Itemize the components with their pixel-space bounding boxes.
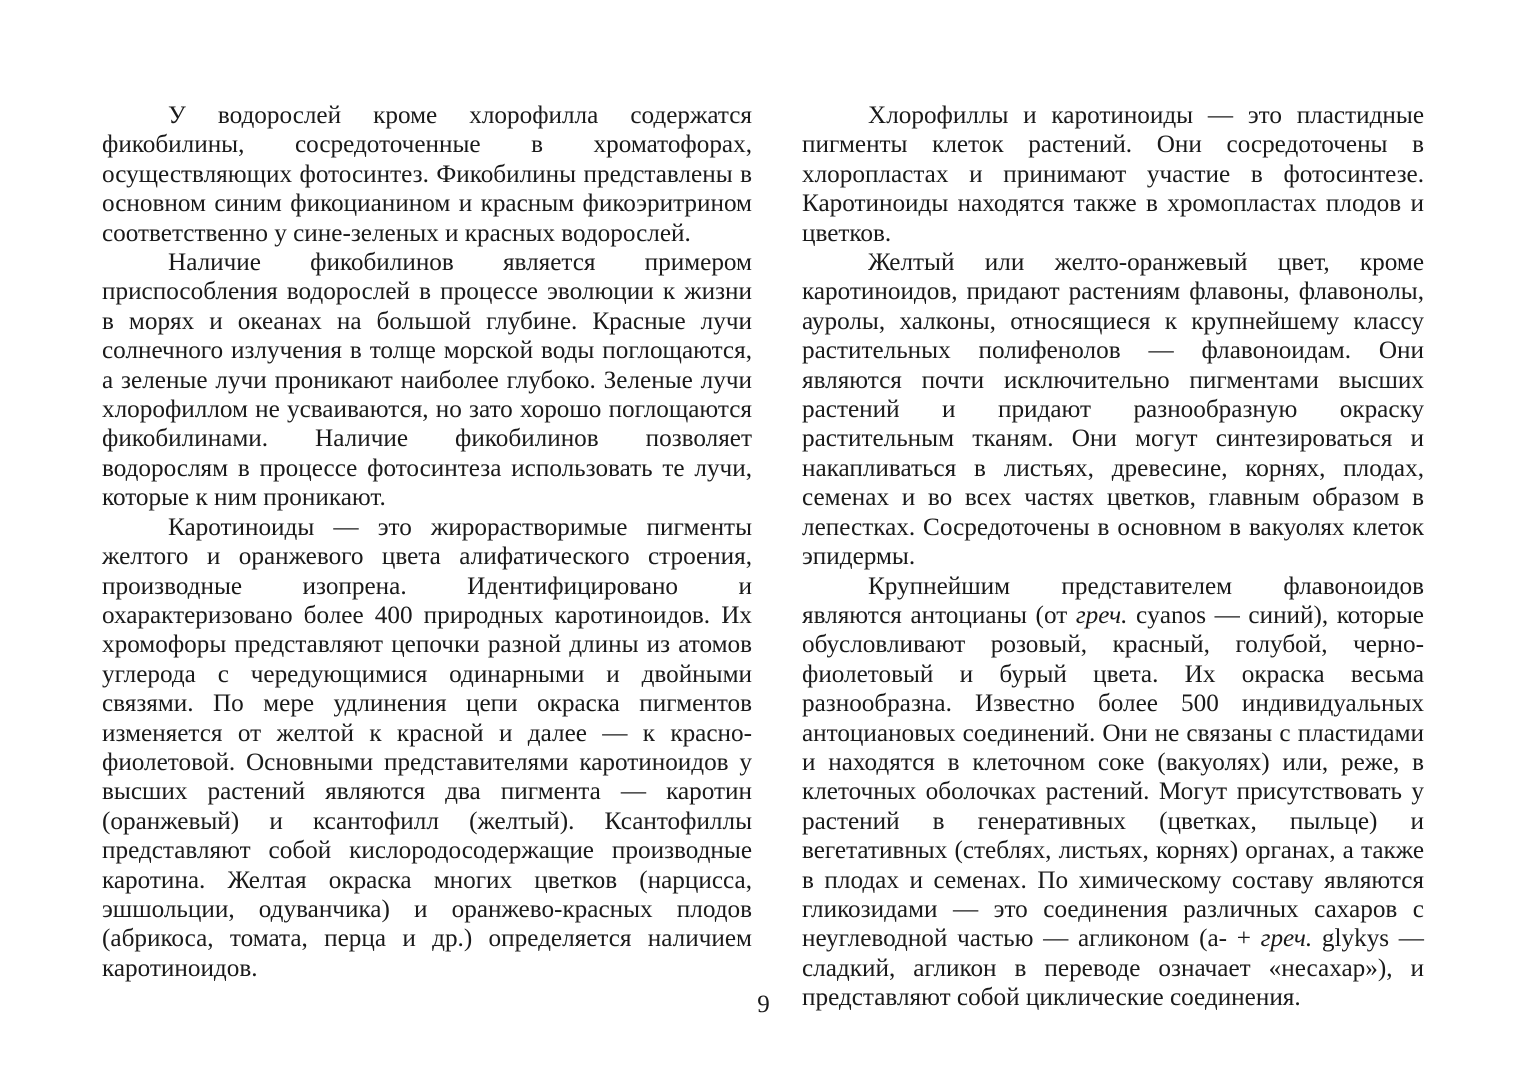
right-paragraph-3: [802, 572, 1424, 1013]
right-column: [802, 101, 1424, 1013]
right-paragraph-2: Желтый или желто-оранжевый цвет, кроме каротиноидов, придают растениям флавоны, флавонолы, ауролы, халконы, относящиеся к крупнейшему классу растительных полифенолов — флавоноидам. Они являются почти исключительно пигментами высших растений и придают разнообразную окраску растительным тканям. Они могут синтезироваться и накапливаться в листьях, древесине, корнях, плодах, семенах и во всех частях цветков, главным образом в лепестках. Сосредоточены в основном в вакуолях клеток эпидермы.: [802, 249, 1424, 571]
right-paragraph-1: Хлорофиллы и каротиноиды — это пластидные пигменты клеток растений. Они сосредоточены в хлоропластах и принимают участие в фотосинтезе. Каротиноиды находятся также в хромопластах плодов и цветков.: [802, 102, 1424, 247]
left-paragraph-3: Каротиноиды — это жирорастворимые пигменты желтого и оранжевого цвета алифатического строения, производные изопрена. Идентифицировано и охарактеризовано более 400 природных каротиноидов. Их хромофоры представляют цепочки разной длины из атомов углерода с чередующимися одинарными и двойными связями. По мере удлинения цепи окраска пигментов изменяется от желтой к красной и далее — к красно-фиолетовой. Основными представителями каротиноидов у высших растений являются два пигмента — каротин (оранжевый) и ксантофилл (желтый). Ксантофиллы представляют собой кислородосодержащие производные каротина. Желтая окраска многих цветков (нарцисса, эшшольции, одуванчика) и оранжево-красных плодов (абрикоса, томата, перца и др.) определяется наличием каротиноидов.: [102, 513, 752, 982]
italic-abbreviation: греч.: [1260, 925, 1313, 953]
left-column: [102, 101, 752, 983]
paragraph-text: glykys — сладкий, агликон в переводе означает «несахар»), и представляют собой циклические соединения.: [802, 925, 1424, 1012]
left-paragraph-1: У водорослей кроме хлорофилла содержатся фикобилины, сосредоточенные в хроматофорах, осуществляющих фотосинтез. Фикобилины представлены в основном синим фикоцианином и красным фикоэритрином соответственно у сине-зеленых и красных водорослей.: [102, 102, 752, 247]
italic-abbreviation: греч.: [1075, 601, 1128, 629]
page-number: 9: [757, 991, 770, 1018]
left-paragraph-2: Наличие фикобилинов является примером приспособления водорослей в процессе эволюции к жизни в морях и океанах на большой глубине. Красные лучи солнечного излучения в толще морской воды поглощаются, а зеленые лучи проникают наиболее глубоко. Зеленые лучи хлорофиллом не усваиваются, но зато хорошо поглощаются фикобилинами. Наличие фикобилинов позволяет водорослям в процессе фотосинтеза использовать те лучи, которые к ним проникают.: [102, 249, 752, 512]
paragraph-text: Крупнейшим представителем флавоноидов являются антоцианы (от: [802, 572, 1424, 629]
paragraph-text: cyanos — синий), которые обусловливают розовый, красный, голубой, черно-фиолетовый и бурый цвета. Их окраска весьма разнообразна. Известно более 500 индивидуальных антоциановых соединений. Они не связаны с пластидами и находятся в клеточном соке (вакуолях) или, реже, в клеточных оболочках растений. Могут присутствовать у растений в генеративных (цветках, пыльце) и вегетативных (стеблях, листьях, корнях) органах, а также в плодах и семенах. По химическому составу являются гликозидами — это соединения различных сахаров с неуглеводной частью — агликоном (а- +: [802, 601, 1424, 953]
